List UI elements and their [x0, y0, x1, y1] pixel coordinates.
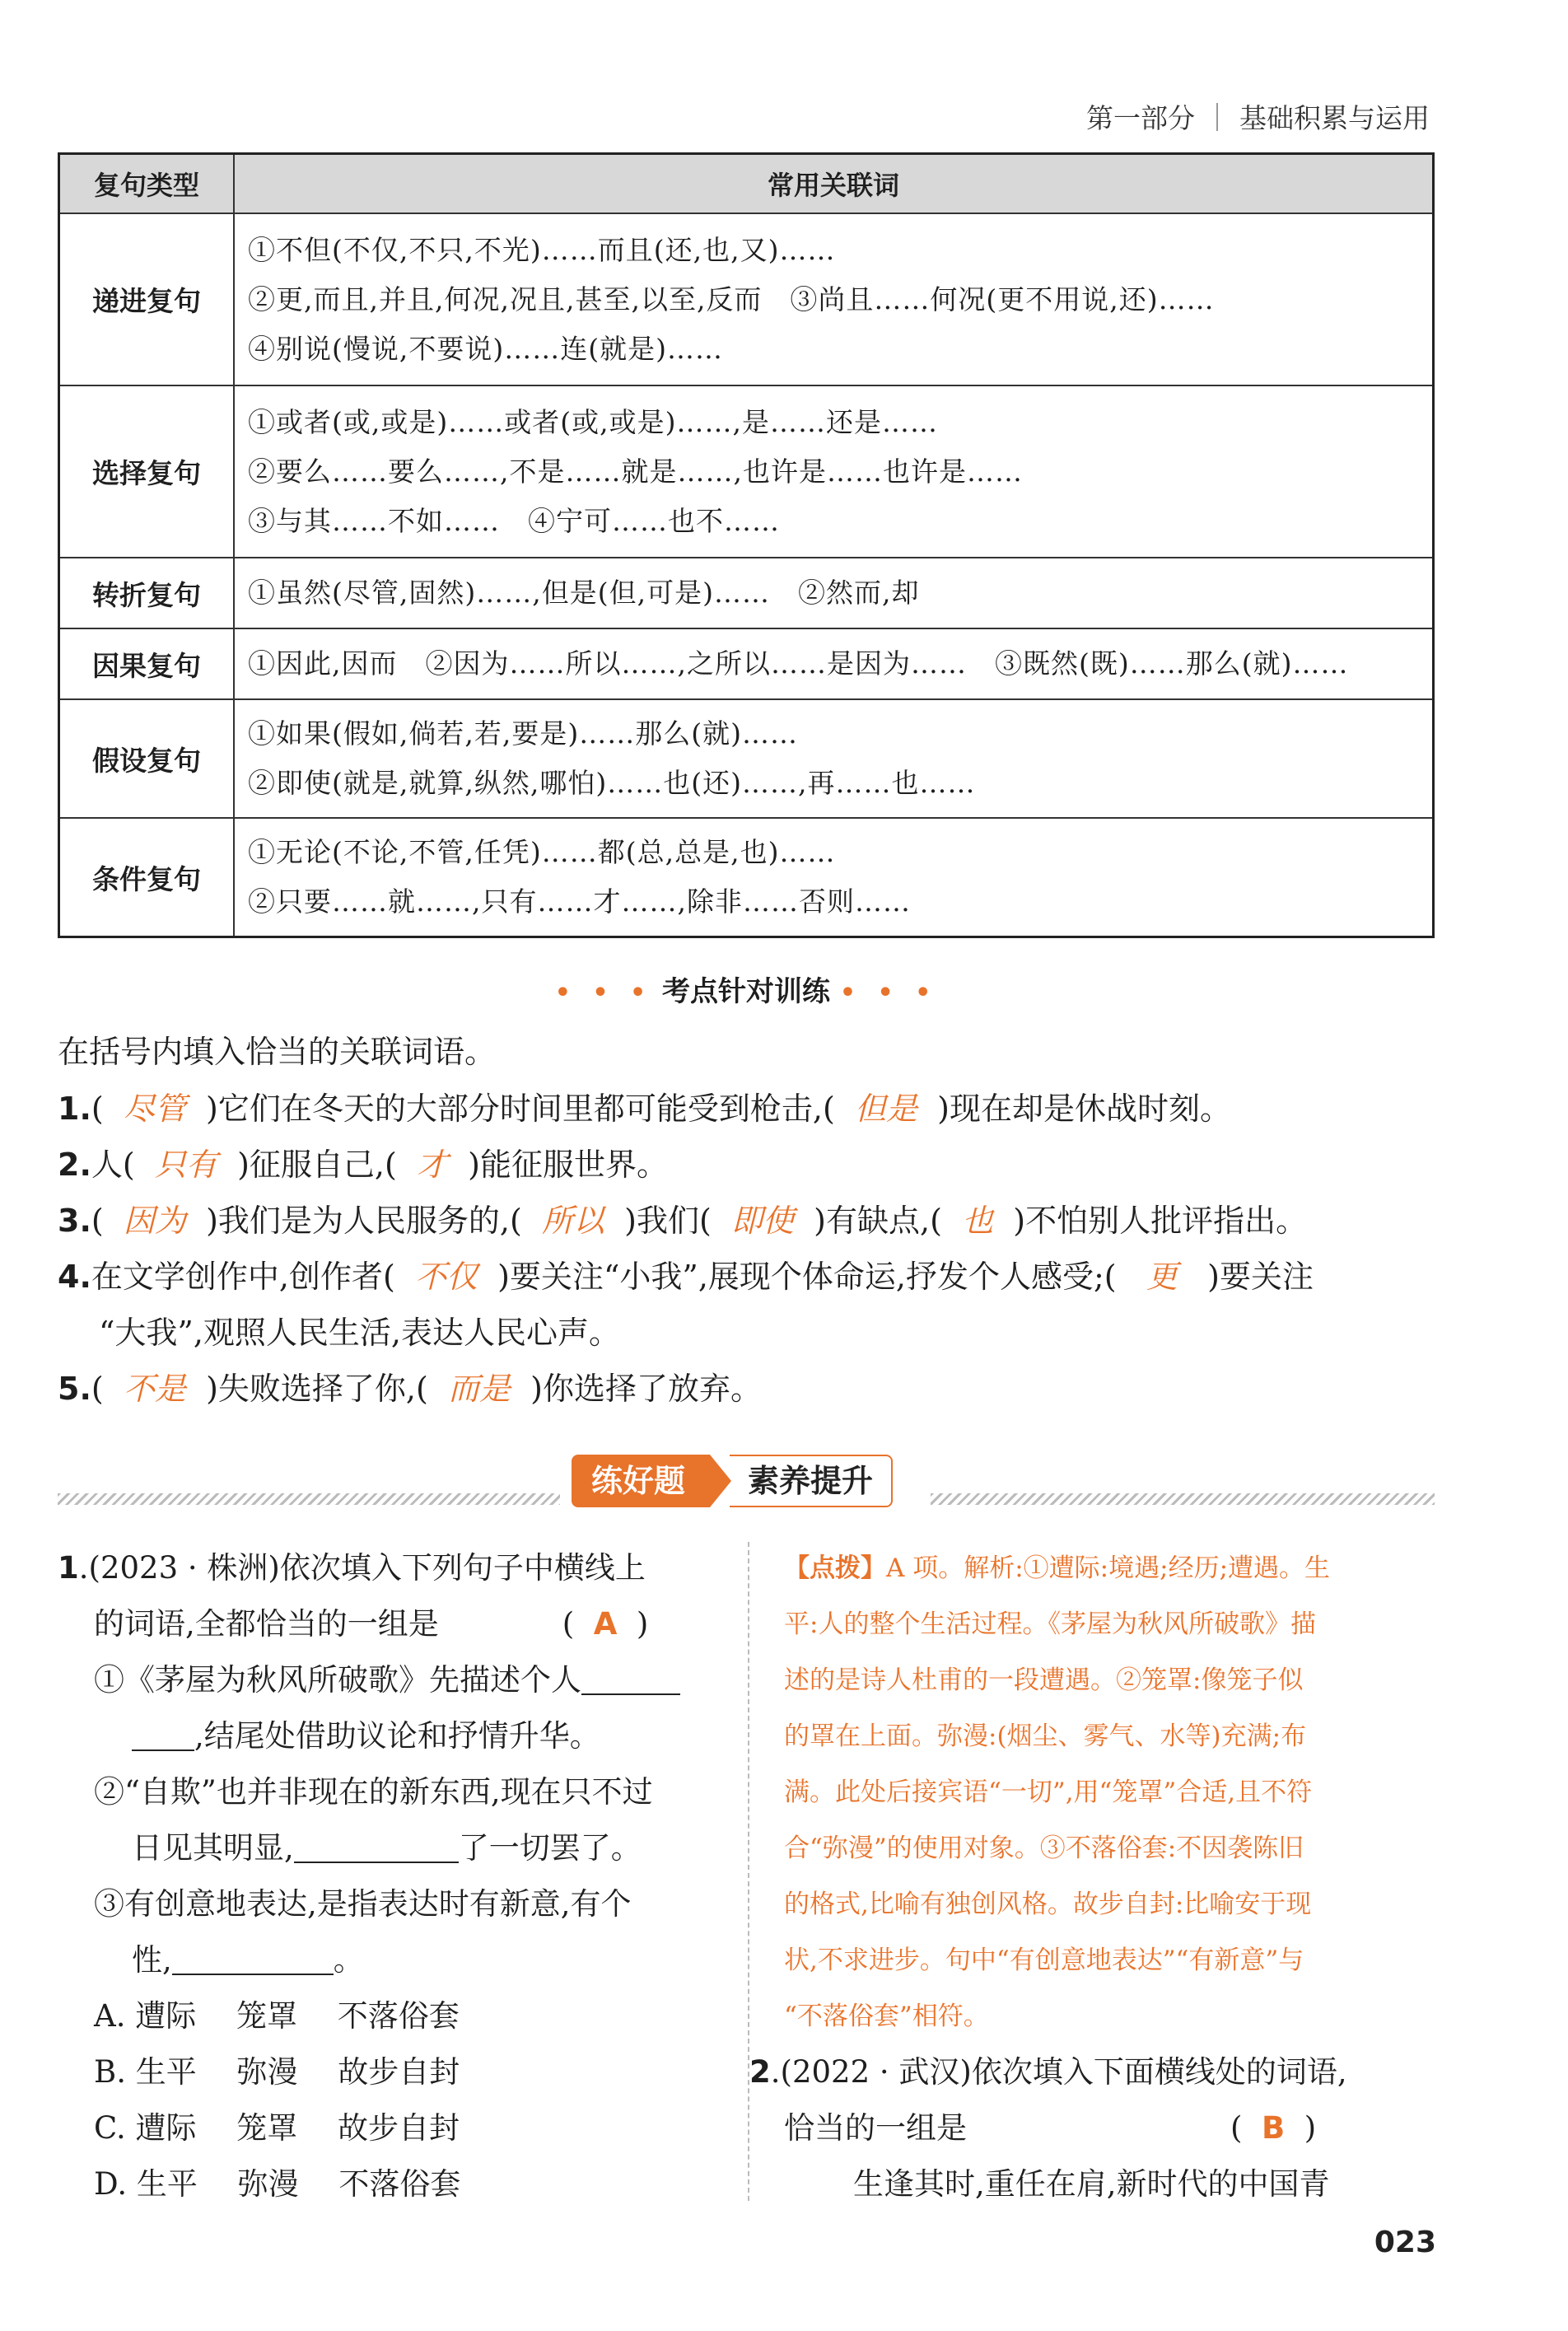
- row-type: 因果复句: [59, 628, 235, 699]
- column-divider: [748, 1542, 749, 2201]
- blank-line: [172, 1941, 334, 1975]
- row-type: 递进复句: [59, 213, 235, 385]
- option-a: A. 遭际 笼罩 不落俗套: [94, 1998, 460, 2034]
- drill-question-3: 3.( 因为 )我们是为人民服务的,( 所以 )我们( 即使 )有缺点,( 也 )不怕别人批评指出。: [58, 1203, 1308, 1239]
- question-text: 在文学创作中,创作者(: [91, 1259, 395, 1295]
- question-text: 性,: [132, 1942, 172, 1978]
- tip-line: 满。此处后接宾语“一切”,用“笼罩”合适,且不符: [784, 1777, 1313, 1807]
- drill-question-5: 5.( 不是 )失败选择了你,( 而是 )你选择了放弃。: [58, 1371, 762, 1407]
- banner-arrow: [710, 1455, 731, 1507]
- question-text: )能征服世界。: [468, 1147, 668, 1183]
- question-text: )有缺点,(: [814, 1203, 942, 1239]
- exercise-1-sentence-1-cont: [58, 1708, 725, 1764]
- exercise-2-text: 生逢其时,重任在肩,新时代的中国青: [853, 2166, 1330, 2202]
- row-words: [234, 699, 1434, 818]
- exercise-1-sentence-2-cont: [58, 1820, 725, 1876]
- drill-title: [0, 969, 1492, 1009]
- exercise-2-stem: [749, 2044, 1443, 2100]
- tip-box: [784, 1540, 1443, 2044]
- exercise-1-sentence-3: ③有创意地表达,是指表达时有新意,有个: [94, 1886, 632, 1922]
- question-text: ①《茅屋为秋风所破歌》先描述个人: [94, 1662, 581, 1698]
- row-line: ①如果(假如,倘若,若,要是)……那么(就)……: [248, 717, 798, 750]
- question-text: 它们在冬天的大部分时间里都可能受到枪击,(: [217, 1091, 835, 1127]
- row-line: ②即使(就是,就算,纵然,哪怕)……也(还)……,再……也……: [248, 767, 976, 799]
- table-row: [59, 818, 1434, 937]
- tip-line: 的罩在上面。弥漫:(烟尘、雾气、水等)充满;布: [784, 1721, 1307, 1751]
- blank-line: [294, 1829, 459, 1863]
- question-text: )我们是为人民服务的,(: [206, 1203, 522, 1239]
- answer: 才: [416, 1147, 448, 1183]
- option-b: B. 生平 弥漫 故步自封: [94, 2054, 460, 2090]
- decor-dots-left: • • •: [554, 979, 653, 1007]
- table-row: [59, 385, 1434, 558]
- tip-line: 述的是诗人杜甫的一段遭遇。②笼罩:像笼子似: [784, 1665, 1304, 1695]
- row-type: 假设复句: [59, 699, 235, 818]
- row-words: [234, 213, 1434, 385]
- question-text: ,结尾处借助议论和抒情升华。: [194, 1718, 600, 1754]
- question-number: 1: [58, 1091, 80, 1127]
- blank-line: [132, 1717, 194, 1751]
- answer: 而是: [447, 1371, 511, 1407]
- question-text: 的词语,全都恰当的一组是: [94, 1606, 439, 1642]
- table-header-type: 复句类型: [59, 154, 235, 214]
- question-number: 5: [58, 1371, 80, 1407]
- tip-line: 平:人的整个生活过程。《茅屋为秋风所破歌》描: [784, 1609, 1316, 1639]
- answer: 不是: [123, 1371, 186, 1407]
- banner-hatch-left: [58, 1493, 560, 1505]
- table-row: [59, 558, 1434, 628]
- question-text: 了一切罢了。: [458, 1830, 642, 1866]
- row-words: [234, 385, 1434, 558]
- answer: 只有: [154, 1147, 217, 1183]
- question-text: )要关注: [1207, 1259, 1314, 1295]
- blank-line: [581, 1661, 680, 1695]
- exercise-1-sentence-1: [58, 1652, 725, 1708]
- banner-hatch-right: [931, 1493, 1435, 1505]
- question-text: )失败选择了你,(: [206, 1371, 428, 1407]
- question-text: )现在却是休战时刻。: [937, 1091, 1231, 1127]
- answer: 更: [1146, 1259, 1178, 1295]
- row-line: ①因此,因而 ②因为……所以……,之所以……是因为…… ③既然(既)……那么(就)……: [248, 647, 1349, 680]
- page-number: 023: [1374, 2226, 1436, 2259]
- exercise-2: [749, 2044, 1443, 2212]
- tip-line: 状,不求进步。句中“有创意地表达”“有新意”与: [784, 1946, 1304, 1975]
- banner-right-label: 素养提升: [730, 1455, 893, 1507]
- exercise-1-stem-2: 的词语,全都恰当的一组是 ( A ): [94, 1606, 649, 1642]
- drill-question-1: 1.( 尽管 )它们在冬天的大部分时间里都可能受到枪击,( 但是 )现在却是休战时刻。: [58, 1091, 1231, 1127]
- table-row: [59, 699, 1434, 818]
- row-line: ②只要……就……,只有……才……,除非……否则……: [248, 885, 911, 918]
- row-line: ①无论(不论,不管,任凭)……都(总,总是,也)……: [248, 836, 836, 868]
- question-text: 。: [333, 1942, 364, 1978]
- table-row: [59, 213, 1434, 385]
- running-header: [1086, 97, 1430, 136]
- table-header-row: [59, 154, 1434, 214]
- banner-left-label: 练好题: [572, 1455, 710, 1507]
- header-section: 基础积累与运用: [1239, 102, 1430, 134]
- question-text: )你选择了放弃。: [530, 1371, 762, 1407]
- drill-question-2: 2.人( 只有 )征服自己,( 才 )能征服世界。: [58, 1147, 668, 1183]
- tip-line: “不落俗套”相符。: [784, 2002, 989, 2031]
- row-words: [234, 818, 1434, 937]
- exercise-1-sentence-3-cont: [58, 1932, 725, 1988]
- row-type: 选择复句: [59, 385, 235, 558]
- exercise-2-stem-2: 恰当的一组是 ( B ): [784, 2110, 1317, 2146]
- row-words: [234, 628, 1434, 699]
- row-line: ②要么……要么……,不是……就是……,也许是……也许是……: [248, 455, 1023, 488]
- answer: 所以: [541, 1203, 604, 1239]
- question-text: )要关注“小我”,展现个体命运,抒发个人感受;(: [497, 1259, 1117, 1295]
- row-line: ②更,而且,并且,何况,况且,甚至,以至,反而 ③尚且……何况(更不用说,还)……: [248, 283, 1215, 315]
- row-line: ①或者(或,或是)……或者(或,或是)……,是……还是……: [248, 405, 938, 438]
- option-c: C. 遭际 笼罩 故步自封: [94, 2110, 460, 2146]
- row-type: 条件复句: [59, 818, 235, 937]
- drill-question-4: 4.在文学创作中,创作者( 不仅 )要关注“小我”,展现个体命运,抒发个人感受;( 更 )要关注: [58, 1259, 1314, 1295]
- row-line: ①虽然(尽管,固然)……,但是(但,可是)…… ②然而,却: [248, 577, 920, 609]
- conjunction-table: [58, 152, 1435, 938]
- drill-question-4-cont: “大我”,观照人民生活,表达人民心声。: [99, 1315, 621, 1351]
- option-d: D. 生平 弥漫 不落俗套: [94, 2166, 461, 2202]
- question-text: .(2023 · 株洲)依次填入下列句子中横线上: [78, 1550, 646, 1586]
- tip-tag: 【点拨】: [784, 1553, 886, 1583]
- question-number: 1: [58, 1550, 79, 1586]
- exercise-1: [58, 1540, 725, 2212]
- row-line: ①不但(不仅,不只,不光)……而且(还,也,又)……: [248, 233, 836, 266]
- question-text: .(2022 · 武汉)依次填入下面横线处的词语,: [770, 2054, 1347, 2090]
- table-row: [59, 628, 1434, 699]
- drill-instruction: 在括号内填入恰当的关联词语。: [58, 1034, 497, 1070]
- answer: 也: [962, 1203, 994, 1239]
- question-number: 2: [58, 1147, 80, 1183]
- tip-line: 的格式,比喻有独创风格。故步自封:比喻安于现: [784, 1890, 1312, 1919]
- right-column: [749, 1540, 1443, 2212]
- question-text: 恰当的一组是: [784, 2110, 967, 2146]
- drill-title-text: 考点针对训练: [662, 975, 830, 1008]
- tip-line: 合“弥漫”的使用对象。③不落俗套:不因袭陈旧: [784, 1834, 1304, 1863]
- table-header-words: 常用关联词: [234, 154, 1434, 214]
- row-type: 转折复句: [59, 558, 235, 628]
- exercise-1-stem: [58, 1540, 725, 1596]
- answer: 即使: [730, 1203, 794, 1239]
- row-words: [234, 558, 1434, 628]
- question-number: 3: [58, 1203, 80, 1239]
- answer: A: [593, 1606, 618, 1642]
- question-text: )我们(: [624, 1203, 712, 1239]
- decor-dots-right: • • •: [839, 979, 938, 1007]
- practice-banner: [572, 1455, 893, 1507]
- question-number: 4: [58, 1259, 80, 1295]
- answer: 但是: [854, 1091, 917, 1127]
- drill-questions: [58, 1081, 1449, 1417]
- question-text: )征服自己,(: [237, 1147, 397, 1183]
- row-line: ④别说(慢说,不要说)……连(就是)……: [248, 332, 723, 365]
- tip-text: A 项。解析:①遭际:境遇;经历;遭遇。生: [886, 1553, 1331, 1583]
- header-part: 第一部分: [1086, 102, 1195, 134]
- tip-line: [784, 1540, 1443, 1596]
- answer: B: [1261, 2110, 1286, 2146]
- question-text: 日见其明显,: [132, 1830, 294, 1866]
- header-divider: [1216, 103, 1218, 131]
- answer: 不仅: [414, 1259, 478, 1295]
- question-text: 人(: [91, 1147, 135, 1183]
- exercise-1-sentence-2: ②“自欺”也并非现在的新东西,现在只不过: [94, 1774, 653, 1810]
- answer: 因为: [123, 1203, 186, 1239]
- question-number: 2: [749, 2054, 771, 2090]
- answer: 尽管: [123, 1091, 186, 1127]
- row-line: ③与其……不如…… ④宁可……也不……: [248, 504, 780, 537]
- question-text: )不怕别人批评指出。: [1013, 1203, 1308, 1239]
